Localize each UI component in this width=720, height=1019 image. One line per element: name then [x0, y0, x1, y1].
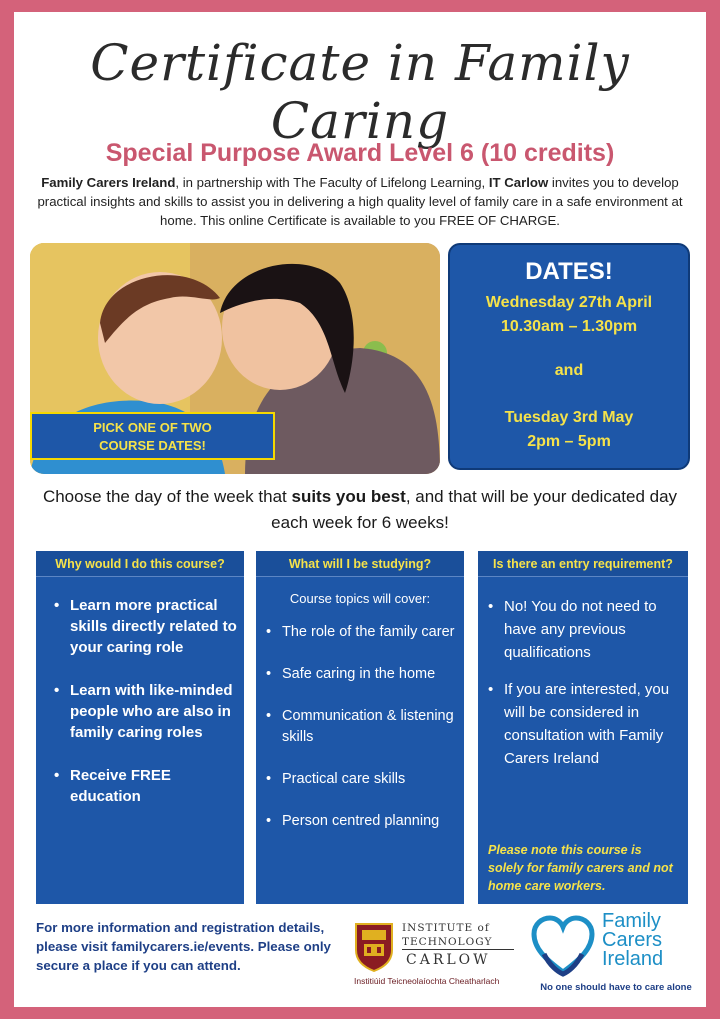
footer-info: For more information and registration details, please visit familycarers.ie/events. Please only secure a place if you can attend. — [36, 920, 331, 973]
topic-item — [262, 622, 464, 643]
topic-item — [262, 769, 464, 790]
topic-item — [262, 664, 464, 685]
family-carers-logo — [528, 912, 704, 1002]
it-carlow-logo — [354, 922, 514, 992]
topic-text: Practical care skills — [282, 771, 406, 787]
entry-note: Please note this course is solely for family carers and not home care workers. — [488, 843, 673, 893]
time-1: 10.30am – 1.30pm — [500, 318, 638, 335]
intro-org-it-carlow: IT Carlow — [488, 175, 549, 190]
why-item: • Learn more practical skills directly related to your caring role — [50, 595, 244, 658]
intro-text-2: invites you to develop practical insights and skills to assist you in delivering a high quality level of family care in a safe environment at home. This online Certificate is available to you FREE OF CHARGE. — [37, 175, 683, 228]
choose-text-bold: suits you best — [291, 487, 406, 506]
dates-heading: DATES! — [525, 258, 613, 285]
itc-line-1: INSTITUTE of — [402, 922, 490, 934]
itc-irish-name: Institiúid Teicneolaíochta Cheatharlach — [354, 976, 500, 986]
why-item: • Receive FREE education — [50, 765, 244, 807]
crest-icon — [354, 922, 394, 972]
what-list — [256, 622, 464, 832]
itc-line-3: CARLOW — [406, 952, 491, 968]
pick-dates-banner — [30, 412, 275, 460]
fci-tagline: No one should have to care alone — [540, 982, 692, 993]
intro-text-1: , in partnership with The Faculty of Lifelong Learning, — [175, 175, 489, 190]
flyer-page — [14, 12, 706, 1007]
fci-line-1: Family — [602, 910, 661, 932]
choose-day-text — [24, 484, 696, 536]
entry-item: • If you are interested, you will be considered in consultation with Family Carers Ireland — [484, 678, 688, 770]
why-column-header: Why would I do this course? — [36, 551, 244, 577]
topic-item — [262, 811, 464, 832]
entry-column-header: Is there an entry requirement? — [478, 551, 688, 577]
award-subtitle: Special Purpose Award Level 6 (10 credits) — [105, 139, 615, 167]
fci-line-2: Carers — [602, 929, 663, 951]
time-2: 2pm – 5pm — [527, 433, 611, 450]
fci-line-3: Ireland — [602, 948, 664, 970]
what-column-lead: Course topics will cover: — [289, 591, 431, 606]
what-column-header: What will I be studying? — [256, 551, 464, 577]
intro-paragraph — [28, 173, 692, 230]
topic-item — [262, 706, 464, 748]
choose-text-2: , and that will be your dedicated day each week for 6 weeks! — [271, 487, 678, 532]
date-2: Tuesday 3rd May — [504, 409, 634, 426]
topic-text: The role of the family carer — [282, 624, 455, 640]
pick-banner-line-1: PICK ONE OF TWO — [93, 420, 212, 435]
why-column — [36, 551, 244, 904]
topic-text: Person centred planning — [282, 813, 440, 829]
intro-org-family-carers: Family Carers Ireland — [41, 175, 176, 190]
itc-line-2: TECHNOLOGY — [402, 936, 493, 948]
date-1: Wednesday 27th April — [485, 294, 653, 311]
choose-text-1: Choose the day of the week that — [42, 487, 292, 506]
topic-text: Safe caring in the home — [282, 666, 436, 682]
page-title: Certificate in Family Caring — [90, 34, 630, 150]
topic-text: Communication & listening skills — [282, 708, 454, 745]
dates-panel — [448, 243, 690, 470]
itc-divider — [402, 949, 514, 950]
why-item: • Learn with like-minded people who are also in family caring roles — [50, 680, 244, 743]
pick-banner-line-2: COURSE DATES! — [99, 438, 206, 453]
what-column — [256, 551, 464, 904]
why-list — [36, 595, 244, 807]
entry-item: • No! You do not need to have any previous qualifications — [484, 595, 688, 664]
fci-wordmark — [602, 912, 663, 969]
dates-joiner: and — [554, 362, 584, 379]
entry-column — [478, 551, 688, 904]
entry-list — [478, 595, 688, 770]
heart-hands-icon — [530, 914, 596, 980]
